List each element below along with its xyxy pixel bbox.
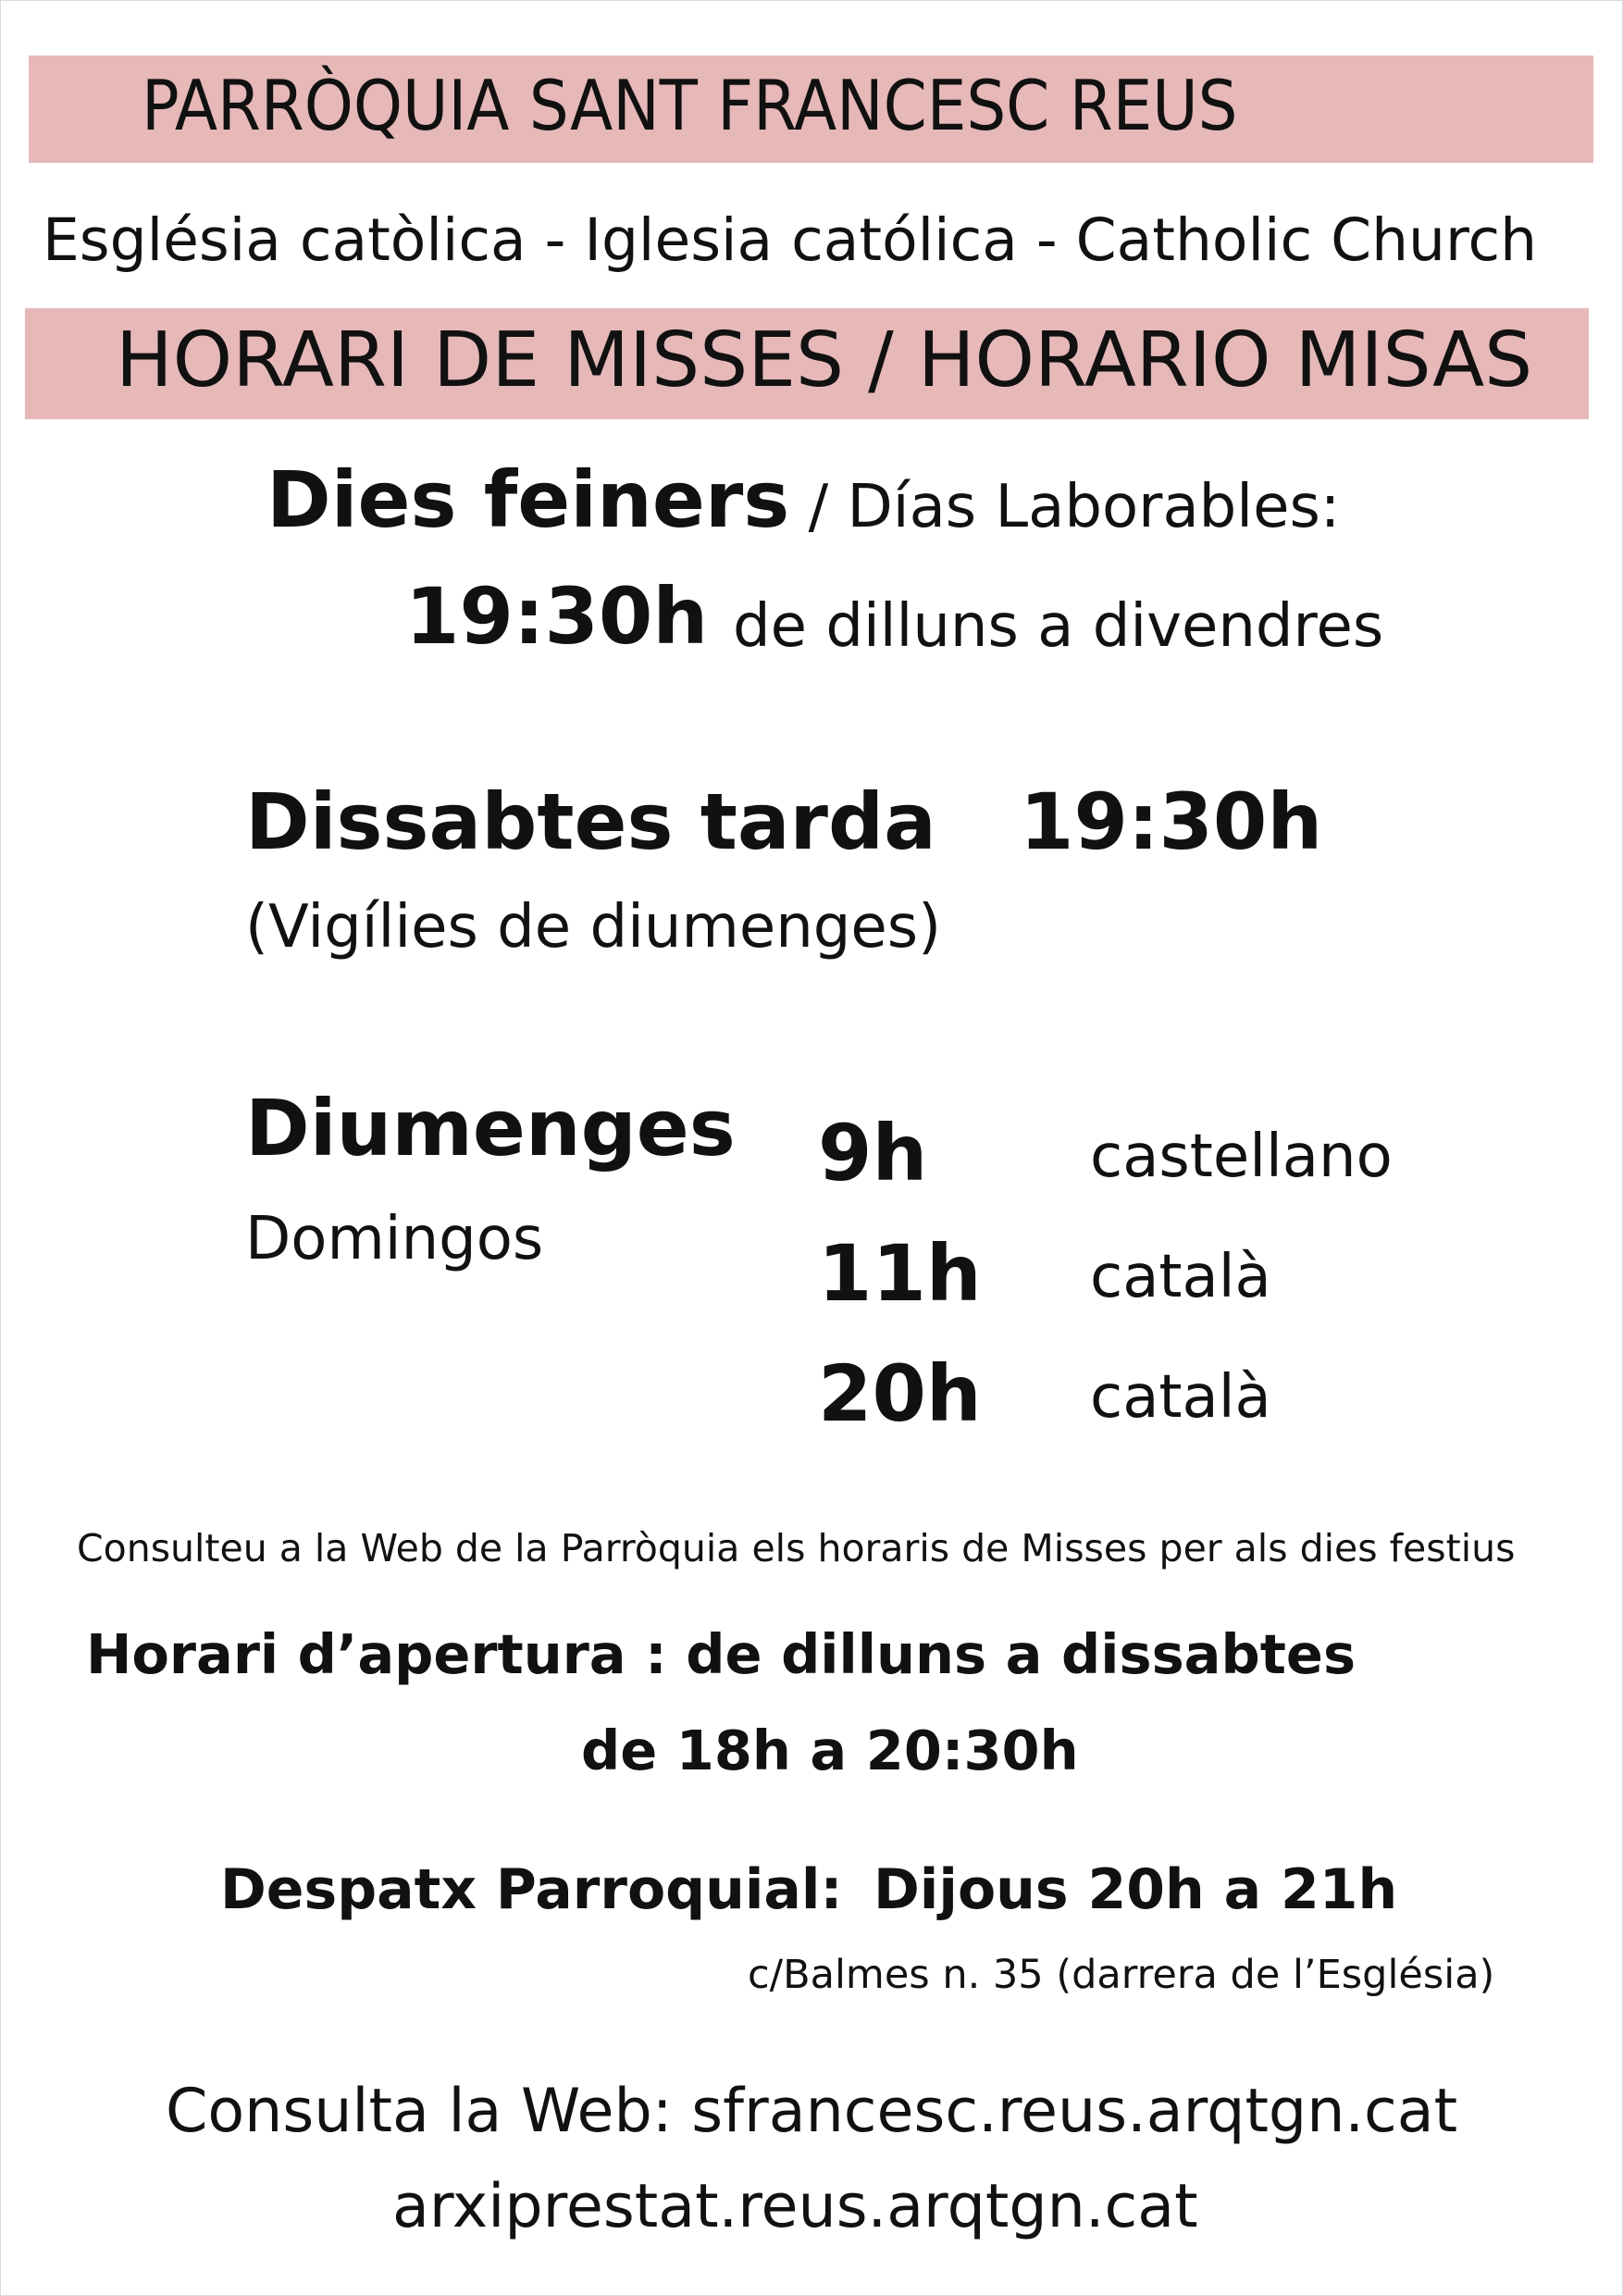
holidays-note: Consulteu a la Web de la Parròquia els horaris de Misses per als dies festius <box>77 1526 1516 1570</box>
sunday-mass-time: 9h <box>818 1108 928 1198</box>
sunday-label-es: Domingos <box>245 1205 544 1273</box>
church-subtitle: Església catòlica - Iglesia católica - Catholic Church <box>43 206 1538 274</box>
parish-title: PARRÒQUIA SANT FRANCESC REUS <box>142 65 1238 146</box>
sunday-label: Diumenges <box>245 1083 736 1173</box>
website-link[interactable]: Consulta la Web: sfrancesc.reus.arqtgn.cat <box>166 2077 1458 2146</box>
weekdays-time: 19:30h <box>405 571 709 662</box>
sunday-mass-language: català <box>1090 1363 1271 1432</box>
saturday-time: 19:30h <box>1020 776 1323 867</box>
sunday-mass-language: castellano <box>1090 1123 1393 1191</box>
parish-office-address: c/Balmes n. 35 (darrera de l’Església) <box>748 1952 1495 1998</box>
weekdays-label-es: / Días Laborables: <box>789 473 1341 541</box>
saturday-label: Dissabtes tarda <box>245 776 936 867</box>
weekdays-note: de dilluns a divendres <box>733 592 1384 661</box>
weekdays-label: Dies feiners <box>266 454 790 545</box>
opening-hours: de 18h a 20:30h <box>581 1719 1079 1782</box>
website-link-2[interactable]: arxiprestat.reus.arqtgn.cat <box>392 2172 1198 2241</box>
parish-office-hours: Dijous 20h a 21h <box>873 1857 1398 1922</box>
opening-hours-label: Horari d’apertura : de dilluns a dissabtes <box>86 1622 1357 1686</box>
schedule-title: HORARI DE MISSES / HORARIO MISAS <box>116 316 1533 404</box>
schedule-title-band <box>25 308 1589 419</box>
parish-office-label: Despatx Parroquial: <box>220 1857 843 1922</box>
sunday-mass-time: 11h <box>818 1228 982 1319</box>
title-band <box>29 56 1593 163</box>
saturday-note: (Vigílies de diumenges) <box>245 893 942 962</box>
weekdays-heading <box>266 454 1341 545</box>
sunday-mass-language: català <box>1090 1243 1271 1311</box>
sunday-mass-time: 20h <box>818 1348 982 1439</box>
